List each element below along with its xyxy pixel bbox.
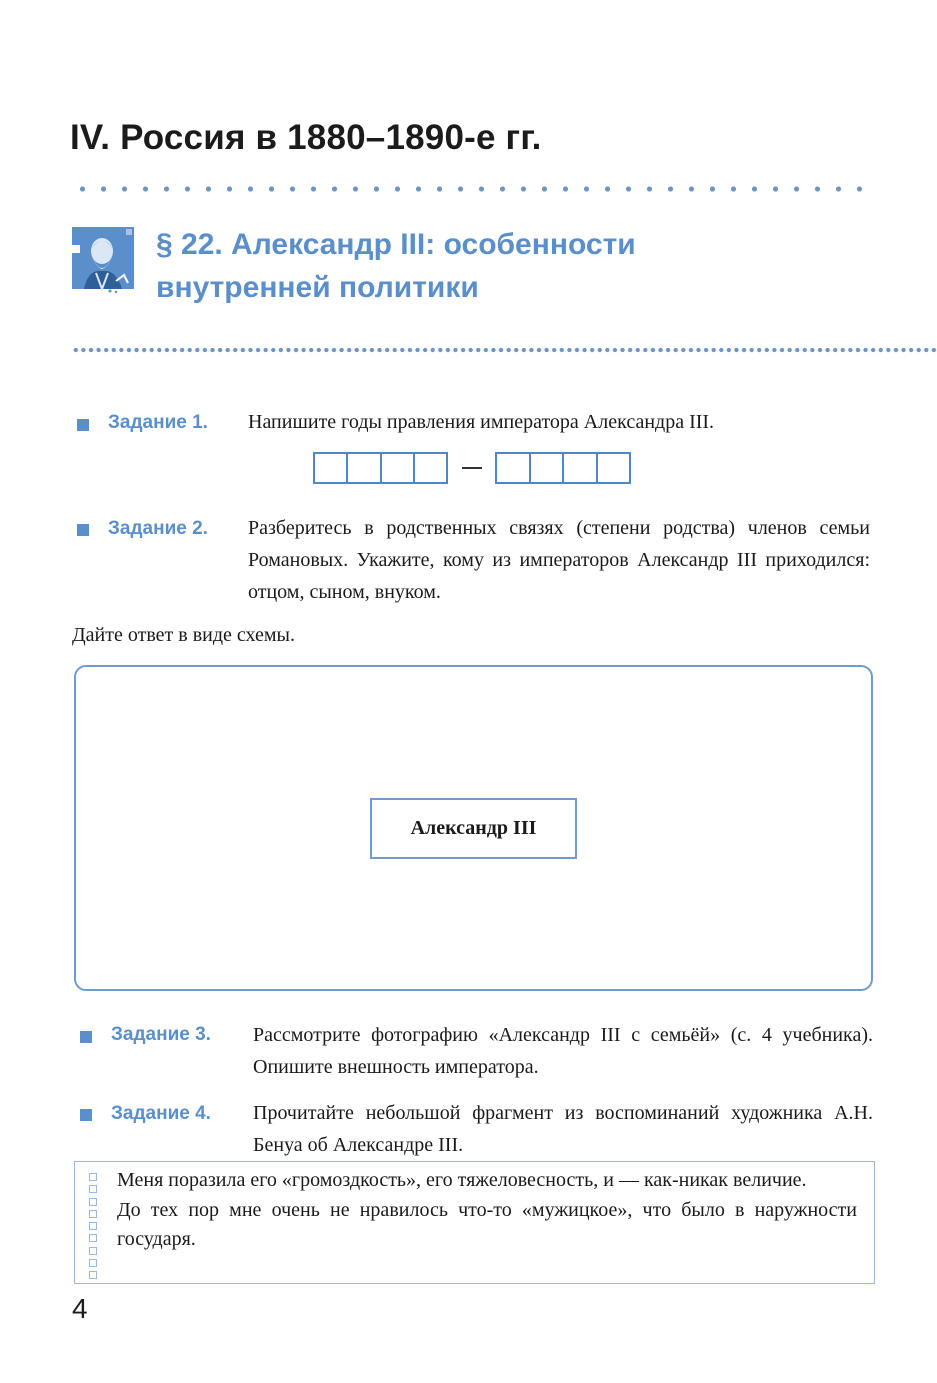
scheme-instruction: Дайте ответ в виде схемы. [72,624,295,646]
year-end-digit-1[interactable] [497,454,531,482]
year-range-dash [462,467,482,469]
year-start-digit-1[interactable] [315,454,348,482]
quote-paragraph-1: Меня поразила его «громоздкость», его тяжеловесность, и — как-никак величие. [117,1169,807,1191]
year-end-digit-3[interactable] [564,454,598,482]
year-end-digit-4[interactable] [598,454,630,482]
alexander-iii-node: Александр III [370,798,577,859]
task-bullet-icon [77,419,89,431]
year-start-digit-4[interactable] [415,454,446,482]
task-1-label: Задание 1. [108,412,208,433]
page-number: 4 [72,1293,88,1324]
task-2-text: Разберитесь в родственных связях (степени родства) членов семьи Романовых. Укажите, кому из императоров Александр III приходился: отцом, сыном, внуком. [248,517,870,603]
paragraph-title [156,223,636,309]
portrait-icon [72,227,134,293]
task-2-label: Задание 2. [108,518,208,539]
task-3-text: Рассмотрите фотографию «Александр III с семьёй» (с. 4 учебника). Опишите внешность императора. [253,1024,873,1078]
quote-decoration-icon [89,1173,99,1279]
year-start-input[interactable] [313,452,448,484]
quote-paragraph-2: До тех пор мне очень не нравилось что-то «мужицкое», что было в наружности государя. [117,1198,857,1250]
task-bullet-icon [77,524,89,536]
year-end-input[interactable] [495,452,631,484]
paragraph-title-line-1: § 22. Александр III: особенности [156,228,636,261]
paragraph-title-line-2: внутренней политики [156,271,479,304]
dotted-divider-top [72,184,872,194]
task-3-label: Задание 3. [111,1024,211,1045]
year-start-digit-3[interactable] [382,454,415,482]
task-4-label: Задание 4. [111,1103,211,1124]
year-start-digit-2[interactable] [348,454,381,482]
dotted-divider-bottom [72,346,937,354]
task-4-text: Прочитайте небольшой фрагмент из воспоминаний художника А.Н. Бенуа об Александре III. [253,1102,873,1156]
quote-text [117,1166,857,1255]
chapter-title: IV. Россия в 1880–1890-е гг. [70,118,542,157]
task-1-text: Напишите годы правления императора Александра III. [248,411,715,433]
task-bullet-icon [80,1031,92,1043]
year-end-digit-2[interactable] [531,454,565,482]
task-bullet-icon [80,1109,92,1121]
